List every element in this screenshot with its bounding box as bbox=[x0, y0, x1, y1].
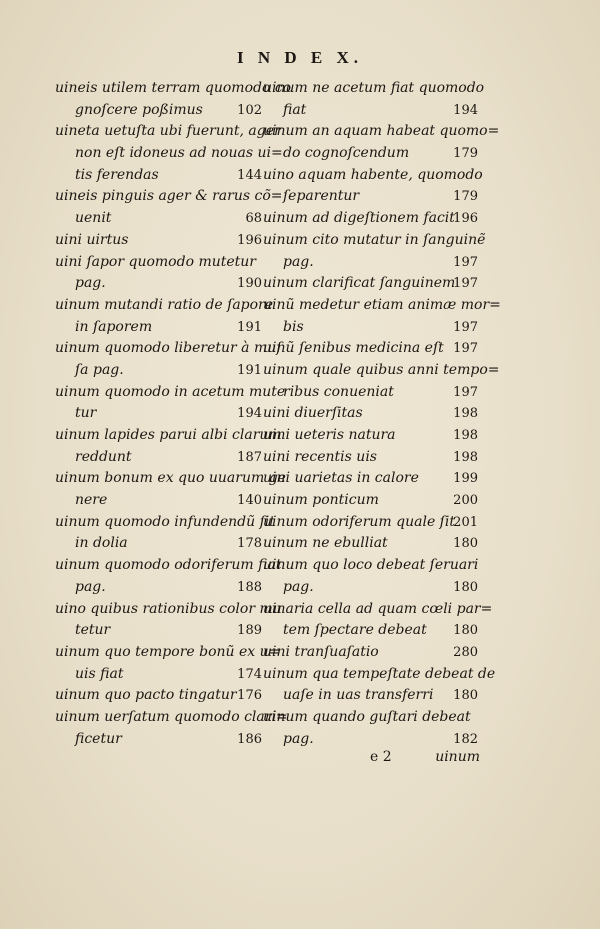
page-footer bbox=[370, 746, 480, 768]
page-number: 198 bbox=[453, 449, 478, 465]
page-number: 280 bbox=[453, 644, 478, 660]
page-number: 179 bbox=[453, 189, 478, 205]
page-number: 198 bbox=[453, 406, 478, 422]
index-entry-line bbox=[263, 186, 478, 208]
index-entry-line bbox=[55, 252, 262, 274]
index-entry-line bbox=[55, 295, 274, 317]
page-number: 190 bbox=[237, 276, 262, 292]
entry-text: pag. bbox=[283, 578, 314, 595]
entry-text: uinum ponticum bbox=[263, 492, 379, 509]
entry-text: reddunt bbox=[75, 448, 132, 465]
index-entry-line bbox=[263, 577, 478, 599]
index-entry-line bbox=[55, 512, 275, 534]
entry-text: do cognoſcendum bbox=[283, 145, 410, 162]
index-entry-line bbox=[55, 382, 286, 404]
index-entry-line bbox=[55, 642, 281, 664]
entry-text: ſa pag. bbox=[75, 361, 124, 378]
page-number: 182 bbox=[453, 731, 478, 747]
index-entry-line bbox=[55, 165, 262, 187]
entry-text: uini recentis uis bbox=[263, 448, 377, 465]
index-entry-line bbox=[55, 447, 262, 469]
page-number: 197 bbox=[453, 319, 478, 335]
entry-text: uinum an aquam habeat quomo= bbox=[263, 123, 500, 140]
entry-text: tur bbox=[75, 405, 97, 422]
page-number: 199 bbox=[453, 471, 478, 487]
entry-text: pag. bbox=[75, 275, 106, 292]
index-entry-line bbox=[263, 100, 478, 122]
page-number: 180 bbox=[453, 579, 478, 595]
index-entry-line bbox=[263, 143, 478, 165]
entry-text: uinum cito mutatur in ſanguinẽ bbox=[263, 231, 486, 248]
entry-text: uenit bbox=[75, 210, 112, 227]
entry-text: uinũ ſenibus medicina eſt bbox=[263, 340, 444, 357]
page-number: 178 bbox=[237, 536, 262, 552]
index-entry-line bbox=[55, 533, 262, 555]
entry-text: uini ueteris natura bbox=[263, 427, 396, 443]
index-entry-line bbox=[55, 78, 292, 100]
index-entry-line bbox=[263, 403, 478, 425]
index-column-right bbox=[263, 78, 501, 750]
page-number: 197 bbox=[453, 254, 478, 270]
index-entry-line bbox=[55, 100, 262, 122]
entry-text: in ſaporem bbox=[75, 318, 153, 335]
entry-text: uinum quo loco debeat ſeruari bbox=[263, 557, 479, 574]
index-entry-line bbox=[55, 186, 283, 208]
entry-text: ribus conueniat bbox=[283, 383, 394, 400]
entry-text: ſeparentur bbox=[283, 188, 360, 205]
index-entry-line bbox=[55, 599, 282, 621]
page-number: 196 bbox=[237, 232, 262, 248]
page-number: 144 bbox=[237, 167, 262, 183]
entry-text: nere bbox=[75, 492, 108, 509]
page-number: 180 bbox=[453, 688, 478, 704]
catchword: uinum bbox=[435, 749, 480, 765]
entry-text: uinum quale quibus anni tempo= bbox=[263, 361, 500, 378]
page-number: 179 bbox=[453, 146, 478, 162]
entry-text: in dolia bbox=[75, 535, 128, 552]
page-number: 187 bbox=[237, 449, 262, 465]
index-entry-line bbox=[55, 664, 262, 686]
entry-text: uineis pinguis ager & rarus cõ= bbox=[55, 188, 283, 205]
index-entry-line bbox=[55, 230, 262, 252]
entry-text: gnoſcere poßimus bbox=[75, 101, 203, 118]
page-number: 176 bbox=[237, 688, 262, 704]
entry-text: uinum quo tempore bonũ ex u= bbox=[55, 643, 281, 660]
entry-text: uino aquam habente, quomodo bbox=[263, 166, 483, 183]
entry-text: uini tranſuaſatio bbox=[263, 643, 379, 660]
index-entry-line bbox=[55, 490, 262, 512]
index-entry-line bbox=[263, 533, 478, 555]
entry-text: fiat bbox=[283, 101, 307, 118]
index-column-left bbox=[55, 78, 292, 750]
entry-text: tis ferendas bbox=[75, 166, 159, 183]
index-entry-line bbox=[55, 729, 262, 751]
index-entry-line bbox=[263, 360, 500, 382]
index-entry-line bbox=[55, 273, 262, 295]
entry-text: uinum quo pacto tingatur bbox=[55, 687, 237, 704]
page-number: 194 bbox=[453, 102, 478, 118]
index-entry-line bbox=[55, 143, 283, 165]
index-entry-line bbox=[263, 642, 478, 664]
entry-text: uis fiat bbox=[75, 665, 124, 682]
entry-text: uini uirtus bbox=[55, 231, 129, 248]
index-entry-line bbox=[263, 317, 478, 339]
page-number: 194 bbox=[237, 406, 262, 422]
entry-text: pag. bbox=[75, 578, 106, 595]
entry-text: uinum odoriferum quale ſit bbox=[263, 513, 455, 530]
entry-text: uini uarietas in calore bbox=[263, 470, 419, 487]
index-entry-line bbox=[55, 425, 282, 447]
entry-text: pag. bbox=[283, 253, 314, 270]
page-number: 197 bbox=[453, 276, 478, 292]
index-entry-line bbox=[55, 555, 282, 577]
page-number: 102 bbox=[237, 102, 262, 118]
page-number: 198 bbox=[453, 428, 478, 443]
page-number: 196 bbox=[453, 211, 478, 227]
entry-text: ficetur bbox=[75, 730, 122, 747]
entry-text: uinum clarificat ſanguinem bbox=[263, 275, 456, 292]
index-entry-line bbox=[263, 664, 496, 686]
index-entry-line bbox=[263, 208, 478, 230]
index-entry-line bbox=[263, 295, 501, 317]
entry-text: uaſe in uas transferri bbox=[283, 687, 434, 704]
page-title: I N D E X. bbox=[236, 48, 364, 67]
page-number: 191 bbox=[237, 362, 262, 378]
index-entry-line bbox=[263, 599, 493, 621]
page-number: 140 bbox=[237, 493, 262, 509]
page-number: 68 bbox=[245, 211, 262, 227]
index-entry-line bbox=[55, 577, 262, 599]
index-entry-line bbox=[263, 620, 478, 642]
entry-text: uinum bonum ex quo uuarum ge bbox=[55, 470, 286, 487]
page-number: 200 bbox=[453, 493, 478, 509]
entry-text: uinum mutandi ratio de ſapore bbox=[55, 296, 274, 313]
page-number: 197 bbox=[453, 384, 478, 400]
index-entry-line bbox=[55, 317, 262, 339]
index-entry-line bbox=[263, 425, 478, 447]
index-entry-line bbox=[263, 338, 478, 360]
entry-text: pag. bbox=[283, 730, 314, 747]
index-entry-line bbox=[263, 382, 478, 404]
index-entry-line bbox=[263, 447, 478, 469]
entry-text: uineta uetuſta ubi fuerunt, ager bbox=[55, 123, 281, 140]
entry-text: uinum quomodo infundendũ ſit bbox=[55, 513, 275, 530]
entry-text: uinum qua tempeſtate debeat de bbox=[263, 665, 496, 682]
page-number: 174 bbox=[237, 666, 262, 682]
entry-text: bis bbox=[283, 318, 304, 335]
index-entry-line bbox=[55, 685, 262, 707]
entry-text: uinum ne acetum fiat quomodo bbox=[263, 80, 485, 96]
index-entry-line bbox=[263, 490, 478, 512]
page-number: 180 bbox=[453, 623, 478, 639]
entry-text: non eſt idoneus ad nouas ui= bbox=[75, 145, 283, 162]
index-entry-line bbox=[263, 252, 478, 274]
entry-text: uinũ medetur etiam animæ mor= bbox=[263, 296, 501, 313]
entry-text: uinum uerſatum quomodo clari= bbox=[55, 708, 288, 725]
index-entry-line bbox=[263, 512, 478, 534]
index-entry-line bbox=[55, 707, 288, 729]
index-entry-line bbox=[263, 230, 486, 252]
page-number: 197 bbox=[453, 341, 478, 357]
entry-text: uinum quomodo odoriferum fiat bbox=[55, 557, 282, 574]
entry-text: uinum quomodo liberetur à muſ bbox=[55, 340, 282, 357]
entry-text: uinaria cella ad quam cœli par= bbox=[263, 600, 493, 617]
entry-text: tem ſpectare debeat bbox=[283, 622, 427, 639]
index-entry-line bbox=[263, 273, 478, 295]
signature-mark: e 2 bbox=[370, 749, 392, 765]
entry-text: uinum quomodo in acetum mute bbox=[55, 383, 286, 400]
entry-text: uinum ad digeſtionem facit bbox=[263, 210, 455, 227]
index-entry-line bbox=[55, 468, 286, 490]
page-number: 180 bbox=[453, 536, 478, 552]
index-entry-line bbox=[263, 165, 483, 187]
entry-text: uineis utilem terram quomodo co bbox=[55, 80, 292, 96]
index-entry-line bbox=[263, 555, 478, 577]
index-entry-line bbox=[55, 208, 262, 230]
page-number: 188 bbox=[237, 579, 262, 595]
index-entry-line bbox=[55, 121, 281, 143]
index-entry-line bbox=[263, 468, 478, 490]
index-entry-line bbox=[263, 78, 485, 100]
index-entry-line bbox=[263, 707, 478, 729]
page-number: 189 bbox=[237, 623, 262, 639]
entry-text: uini ſapor quomodo mutetur bbox=[55, 253, 256, 270]
index-entry-line bbox=[55, 403, 262, 425]
index-entry-line bbox=[55, 360, 262, 382]
page-number: 191 bbox=[237, 319, 262, 335]
entry-text: tetur bbox=[75, 622, 111, 639]
entry-text: uinum lapides parui albi clarum bbox=[55, 427, 282, 443]
entry-text: uinum quando guſtari debeat bbox=[263, 708, 471, 725]
entry-text: uino quibus rationibus color mu bbox=[55, 600, 282, 617]
index-entry-line bbox=[55, 620, 262, 642]
entry-text: uini diuerſitas bbox=[263, 405, 363, 422]
index-entry-line bbox=[55, 338, 282, 360]
index-entry-line bbox=[263, 685, 478, 707]
entry-text: uinum ne ebulliat bbox=[263, 535, 388, 552]
index-entry-line bbox=[263, 121, 500, 143]
page-number: 186 bbox=[237, 731, 262, 747]
page-number: 201 bbox=[453, 514, 478, 530]
